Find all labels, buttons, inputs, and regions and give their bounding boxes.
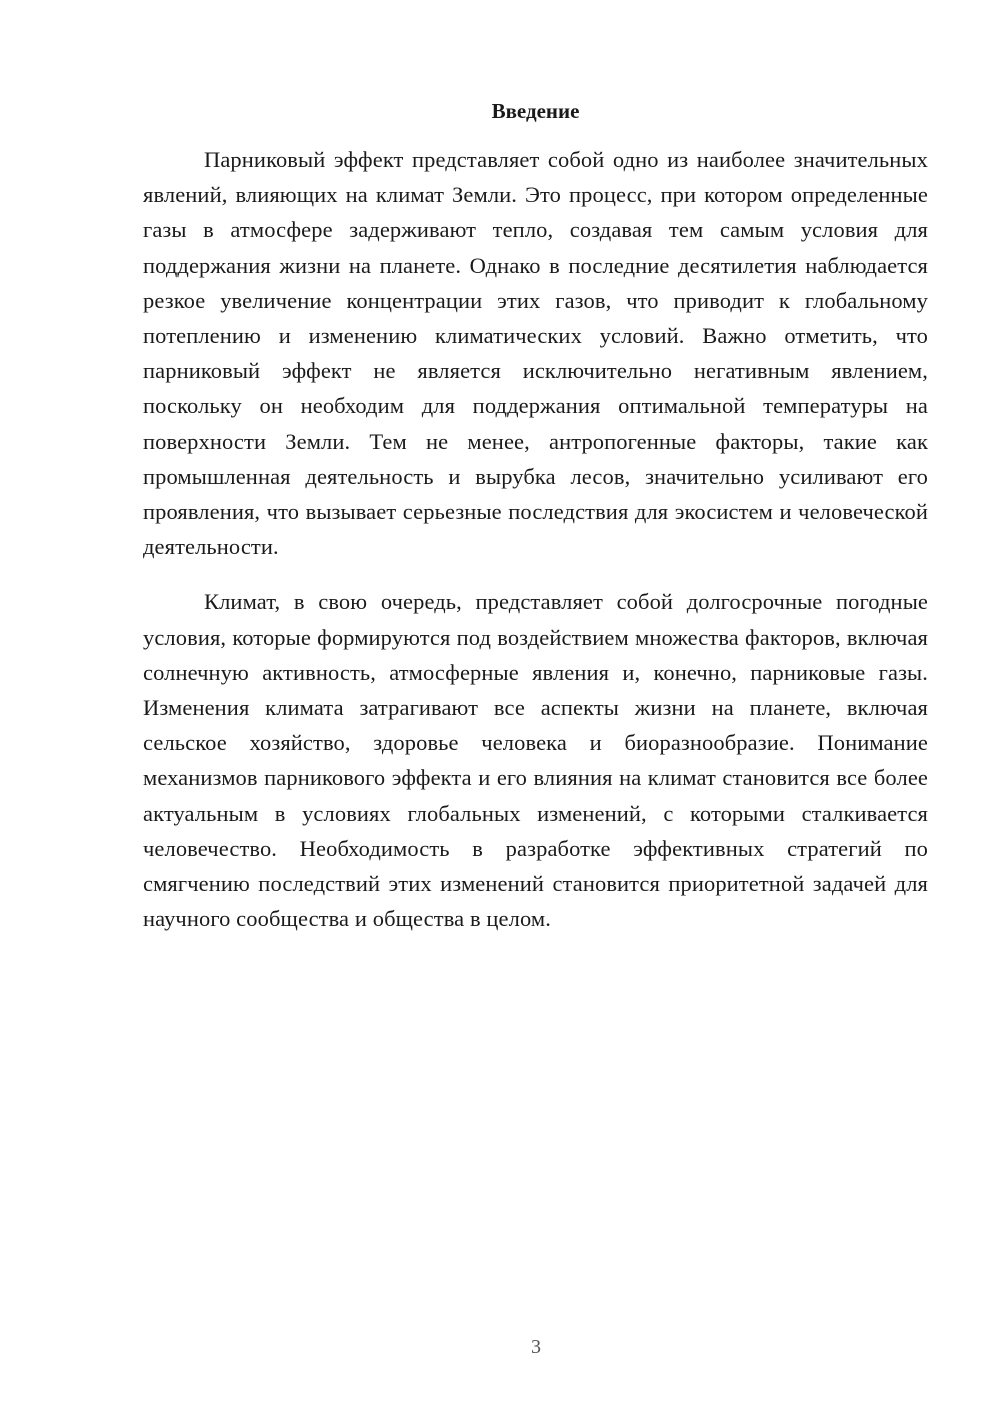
page-number: 3	[531, 1336, 541, 1358]
section-heading: Введение	[491, 99, 580, 123]
paragraph-2: Климат, в свою очередь, представляет собой долгосрочные погодные условия, которые формируются под воздействием множества факторов, включая солнечную активность, атмосферные явления и, конечно, парниковые газы. Изменения климата затрагивают все аспекты жизни на планете, включая сельское хозяйство, здоровье человека и биоразнообразие. Понимание механизмов парникового эффекта и его влияния на климат становится все более актуальным в условиях глобальных изменений, с которыми сталкивается человечество. Необходимость в разработке эффективных стратегий по смягчению последствий этих изменений становится приоритетной задачей для научного сообщества и общества в целом.	[143, 589, 928, 932]
paragraph-1: Парниковый эффект представляет собой одно из наиболее значительных явлений, влияющих на климат Земли. Это процесс, при котором определенные газы в атмосфере задерживают тепло, создавая тем самым условия для поддержания жизни на планете. Однако в последние десятилетия наблюдается резкое увеличение концентрации этих газов, что приводит к глобальному потеплению и изменению климатических условий. Важно отметить, что парниковый эффект не является исключительно негативным явлением, поскольку он необходим для поддержания оптимальной температуры на поверхности Земли. Тем не менее, антропогенные факторы, такие как промышленная деятельность и вырубка лесов, значительно усиливают его проявления, что вызывает серьезные последствия для экосистем и человеческой деятельности.	[143, 147, 928, 560]
body-text	[143, 142, 928, 936]
